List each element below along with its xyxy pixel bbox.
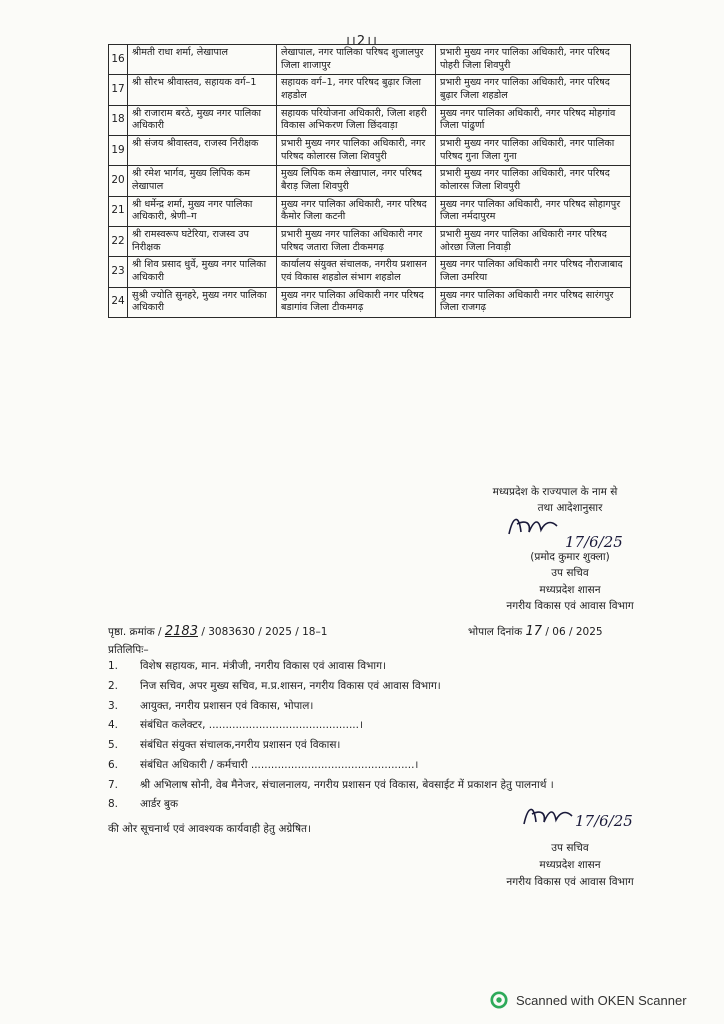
current-posting: मुख्य नगर पालिका अधिकारी नगर परिषद बडागांव जिला टीकमगढ़: [277, 287, 436, 317]
ref-suffix: / 3083630 / 2025 / 18–1: [201, 626, 328, 638]
row-number: 20: [109, 166, 128, 196]
list-item-number: 6.: [108, 758, 119, 771]
list-item-text: संबंधित कलेक्टर, .............................................।: [140, 719, 363, 732]
signatory2-govt: मध्यप्रदेश शासन: [539, 858, 601, 871]
list-item: [108, 679, 668, 695]
officer-name: सुश्री ज्योति सुनहरे, मुख्य नगर पालिका अधिकारी: [128, 287, 277, 317]
list-item: [108, 659, 668, 675]
officer-name: श्री शिव प्रसाद धुर्वे, मुख्य नगर पालिका अधिकारी: [128, 257, 277, 287]
list-item-number: 5.: [108, 739, 119, 751]
list-item: [108, 797, 668, 813]
cc-note: की ओर सूचनार्थ एवं आवश्यक कार्यवाही हेतु अग्रेषित।: [108, 823, 312, 835]
table-row: [109, 287, 631, 317]
signature-block: [470, 549, 670, 614]
officer-name: श्री सौरभ श्रीवास्तव, सहायक वर्ग–1: [128, 75, 277, 105]
table-row: [109, 196, 631, 226]
ref-handwritten-number: 2183: [164, 624, 198, 639]
signatory-name: (प्रमोद कुमार शुक्ला): [530, 551, 610, 563]
list-item-number: 4.: [108, 719, 119, 732]
page-number: ।।2।।: [345, 34, 378, 49]
current-posting: मुख्य नगर पालिका अधिकारी, नगर परिषद कैमोर जिला कटनी: [277, 196, 436, 226]
list-item-text: निज सचिव, अपर मुख्य सचिव, म.प्र.शासन, नगरीय विकास एवं आवास विभाग।: [140, 679, 441, 692]
table-row: [109, 257, 631, 287]
list-item: [108, 699, 668, 715]
signature-date-2: 17/6/25: [575, 812, 633, 830]
scanner-label: Scanned with OKEN Scanner: [516, 992, 687, 1008]
transfer-table: [108, 44, 631, 318]
list-item-number: 3.: [108, 699, 119, 712]
row-number: 24: [109, 287, 128, 317]
signatory-dept: नगरीय विकास एवं आवास विभाग: [506, 599, 634, 612]
officer-name: श्रीमती राधा शर्मा, लेखापाल: [128, 45, 277, 75]
signatory-designation: उप सचिव: [551, 567, 589, 580]
reference-date: [468, 624, 603, 639]
list-item: [108, 778, 668, 794]
current-posting: सहायक परियोजना अधिकारी, जिला शहरी विकास अभिकरण जिला छिंदवाड़ा: [277, 105, 436, 135]
cc-list: [108, 659, 668, 817]
signature-mark: [505, 510, 565, 540]
row-number: 17: [109, 75, 128, 105]
signature-date: 17/6/25: [565, 533, 623, 551]
new-posting: मुख्य नगर पालिका अधिकारी नगर परिषद सारंगपुर जिला राजगढ़: [436, 287, 631, 317]
new-posting: मुख्य नगर पालिका अधिकारी नगर परिषद नौराजाबाद जिला उमरिया: [436, 257, 631, 287]
order-line-1: मध्यप्रदेश के राज्यपाल के नाम से: [492, 486, 618, 498]
current-posting: कार्यालय संयुक्त संचालक, नगरीय प्रशासन एवं विकास शहडोल संभाग शहडोल: [277, 257, 436, 287]
new-posting: मुख्य नगर पालिका अधिकारी, नगर परिषद सोहागपुर जिला नर्मदापुरम: [436, 196, 631, 226]
new-posting: मुख्य नगर पालिका अधिकारी, नगर परिषद मोहगांव जिला पांढुर्णा: [436, 105, 631, 135]
officer-name: श्री धर्मेन्द्र शर्मा, मुख्य नगर पालिका अधिकारी, श्रेणी–ग: [128, 196, 277, 226]
current-posting: सहायक वर्ग–1, नगर परिषद बुढ़ार जिला शहडोल: [277, 75, 436, 105]
row-number: 16: [109, 45, 128, 75]
signatory-govt: मध्यप्रदेश शासन: [539, 583, 601, 596]
ref-date-day: 17: [525, 624, 543, 639]
ref-prefix: पृष्ठा. क्रमांक /: [108, 626, 162, 638]
list-item-number: 2.: [108, 679, 119, 692]
table-row: [109, 75, 631, 105]
new-posting: प्रभारी मुख्य नगर पालिका अधिकारी, नगर परिषद कोलारस जिला शिवपुरी: [436, 166, 631, 196]
list-item: [108, 718, 668, 734]
list-item-text: आर्डर बुक: [140, 798, 179, 811]
ref-date-label: भोपाल दिनांक: [468, 626, 523, 638]
oken-logo-icon: [490, 991, 508, 1009]
current-posting: प्रभारी मुख्य नगर पालिका अधिकारी, नगर परिषद कोलारस जिला शिवपुरी: [277, 135, 436, 165]
signature-block-2: [470, 840, 670, 890]
order-line-2: तथा आदेशानुसार: [537, 501, 603, 514]
signatory2-dept: नगरीय विकास एवं आवास विभाग: [506, 875, 634, 888]
officer-name: श्री रमेश भार्गव, मुख्य लिपिक कम लेखापाल: [128, 166, 277, 196]
row-number: 19: [109, 135, 128, 165]
table-row: [109, 226, 631, 256]
ref-date-rest: / 06 / 2025: [545, 626, 603, 638]
list-item-text: संबंधित अधिकारी / कर्मचारी .................................................।: [140, 758, 419, 771]
current-posting: प्रभारी मुख्य नगर पालिका अधिकारी नगर परिषद जतारा जिला टीकमगढ़: [277, 226, 436, 256]
list-item: [108, 758, 668, 774]
scanner-footer: [490, 991, 687, 1009]
list-item-number: 7.: [108, 778, 119, 791]
row-number: 21: [109, 196, 128, 226]
cc-title: प्रतिलिपिः–: [108, 644, 149, 656]
current-posting: मुख्य लिपिक कम लेखापाल, नगर परिषद बैराड़ जिला शिवपुरी: [277, 166, 436, 196]
table-row: [109, 166, 631, 196]
list-item-text: आयुक्त, नगरीय प्रशासन एवं विकास, भोपाल।: [140, 699, 314, 712]
new-posting: प्रभारी मुख्य नगर पालिका अधिकारी नगर परिषद ओरछा जिला निवाड़ी: [436, 226, 631, 256]
list-item-text: श्री अभिलाष सोनी, वेब मैनेजर, संचालनालय, नगरीय प्रशासन एवं विकास, बेवसाईट में प्रकाशन हेतु पालनार्थ ।: [140, 778, 554, 791]
row-number: 22: [109, 226, 128, 256]
current-posting: लेखापाल, नगर पालिका परिषद शुजालपुर जिला शाजापुर: [277, 45, 436, 75]
signature-mark-2: [520, 800, 580, 830]
new-posting: प्रभारी मुख्य नगर पालिका अधिकारी, नगर परिषद बुढ़ार जिला शहडोल: [436, 75, 631, 105]
new-posting: प्रभारी मुख्य नगर पालिका अधिकारी, नगर पालिका परिषद गुना जिला गुना: [436, 135, 631, 165]
list-item: [108, 738, 668, 754]
table-row: [109, 45, 631, 75]
list-item-number: 8.: [108, 798, 119, 811]
row-number: 18: [109, 105, 128, 135]
officer-name: श्री राजाराम बरठे, मुख्य नगर पालिका अधिकारी: [128, 105, 277, 135]
list-item-number: 1.: [108, 660, 119, 672]
new-posting: प्रभारी मुख्य नगर पालिका अधिकारी, नगर परिषद पोहरी जिला शिवपुरी: [436, 45, 631, 75]
reference-number: [108, 624, 327, 639]
list-item-text: विशेष सहायक, मान. मंत्रीजी, नगरीय विकास एवं आवास विभाग।: [140, 660, 387, 672]
list-item-text: संबंधित संयुक्त संचालक,नगरीय प्रशासन एवं विकास।: [140, 739, 341, 751]
table-row: [109, 105, 631, 135]
row-number: 23: [109, 257, 128, 287]
officer-name: श्री संजय श्रीवास्तव, राजस्व निरीक्षक: [128, 135, 277, 165]
signatory2-designation: उप सचिव: [551, 842, 589, 854]
table-row: [109, 135, 631, 165]
officer-name: श्री रामस्वरूप घटेरिया, राजस्व उप निरीक्षक: [128, 226, 277, 256]
